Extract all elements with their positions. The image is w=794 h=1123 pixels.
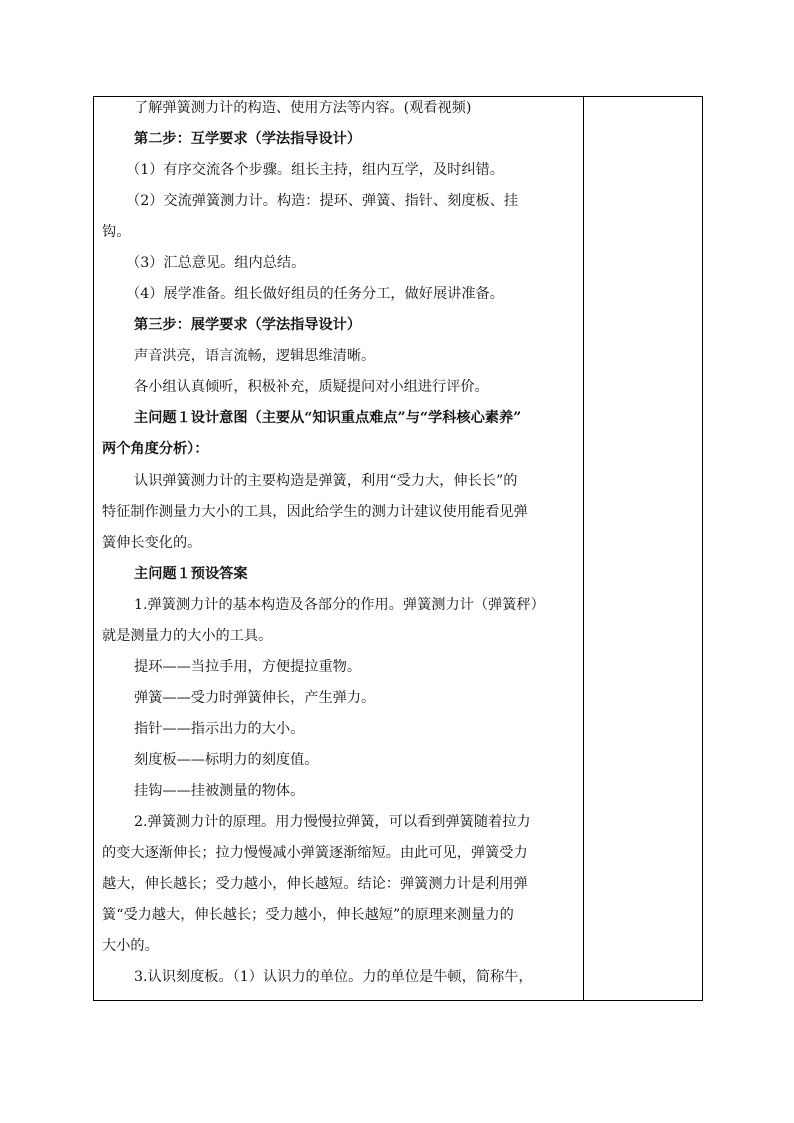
text-line: 簧“受力越大，伸长越长；受力越小，伸长越短”的原理来测量力的 <box>102 907 514 923</box>
side-cell <box>584 97 703 1001</box>
text-line: 提环——当拉手用，方便提拉重物。 <box>134 659 362 675</box>
heading-line: 第三步：展学要求（学法指导设计） <box>134 317 362 333</box>
heading-line: 第二步：互学要求（学法指导设计） <box>134 131 362 147</box>
text-line: 2.弹簧测力计的原理。用力慢慢拉弹簧，可以看到弹簧随着拉力 <box>134 814 531 830</box>
text-line: 刻度板——标明力的刻度值。 <box>134 752 319 768</box>
text-line: 特征制作测量力大小的工具，因此给学生的测力计建议使用能看见弹 <box>102 504 528 520</box>
text-line: 钩。 <box>102 224 131 240</box>
text-line: 声音洪亮，语言流畅，逻辑思维清晰。 <box>134 348 376 364</box>
text-line: （2）交流弹簧测力计。构造：提环、弹簧、指针、刻度板、挂 <box>126 193 519 209</box>
text-line: 指针——指示出力的大小。 <box>134 721 305 737</box>
lesson-plan-table <box>93 96 703 1001</box>
heading-line: 两个角度分析）： <box>102 441 209 457</box>
content-cell <box>94 97 584 1001</box>
text-line: 就是测量力的大小的工具。 <box>102 628 273 644</box>
text-line: 的变大逐渐伸长；拉力慢慢减小弹簧逐渐缩短。由此可见，弹簧受力 <box>102 845 528 861</box>
text-line: 1.弹簧测力计的基本构造及各部分的作用。弹簧测力计（弹簧秤） <box>134 597 545 613</box>
text-line: 簧伸长变化的。 <box>102 535 202 551</box>
text-line: 各小组认真倾听，积极补充，质疑提问对小组进行评价。 <box>134 379 489 395</box>
text-line: 越大，伸长越长；受力越小，伸长越短。结论：弹簧测力计是利用弹 <box>102 876 528 892</box>
text-line: 了解弹簧测力计的构造、使用方法等内容。(观看视频) <box>134 100 472 116</box>
text-line: 弹簧——受力时弹簧伸长，产生弹力。 <box>134 690 376 706</box>
text-line: 认识弹簧测力计的主要构造是弹簧，利用“受力大，伸长长”的 <box>134 473 518 489</box>
table-row <box>94 97 703 1001</box>
content-text-block <box>94 97 583 1000</box>
text-line: （1）有序交流各个步骤。组长主持，组内互学，及时纠错。 <box>126 162 504 178</box>
heading-line: 主问题１设计意图（主要从“知识重点难点”与“学科核心素养” <box>134 410 522 426</box>
text-line: 挂钩——挂被测量的物体。 <box>134 783 305 799</box>
text-line: （4）展学准备。组长做好组员的任务分工，做好展讲准备。 <box>126 286 504 302</box>
heading-line: 主问题１预设答案 <box>134 566 248 582</box>
text-line: （3）汇总意见。组内总结。 <box>126 255 306 271</box>
text-line: 大小的。 <box>102 938 159 954</box>
text-line: 3.认识刻度板。（1）认识力的单位。力的单位是牛顿，简称牛， <box>134 969 533 985</box>
